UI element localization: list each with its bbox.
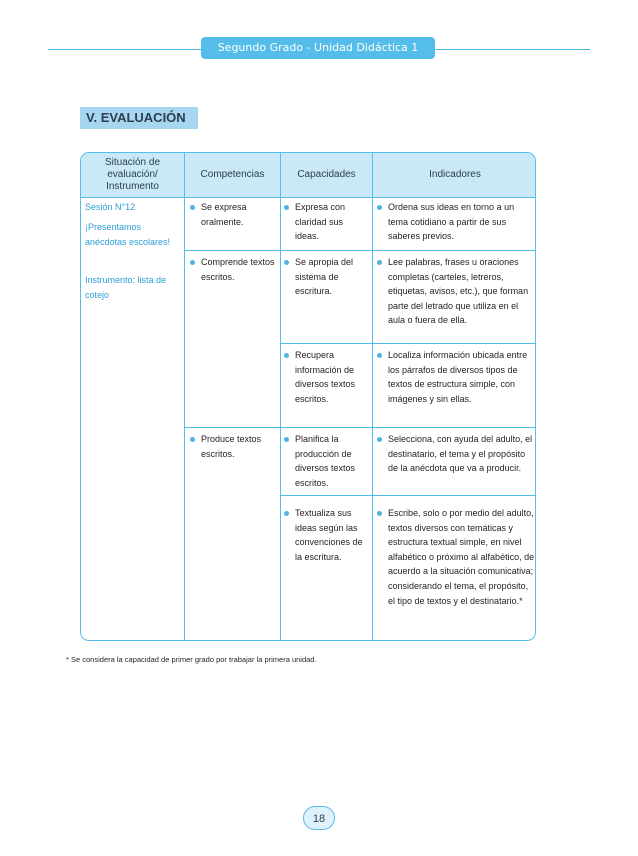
session-title: ¡Presentamos anécdotas escolares! bbox=[85, 222, 171, 247]
competencia-text: Comprende textos escritos. bbox=[201, 257, 275, 282]
capacidad-cell bbox=[282, 255, 369, 299]
competencia-cell bbox=[188, 200, 277, 229]
capacidad-text: Recupera información de diversos textos escritos. bbox=[295, 350, 356, 404]
bullet-icon bbox=[377, 437, 382, 442]
competencia-text: Produce textos escritos. bbox=[201, 434, 262, 459]
grid-line bbox=[184, 153, 185, 641]
bullet-icon bbox=[190, 205, 195, 210]
bullet-icon bbox=[190, 260, 195, 265]
grid-line bbox=[372, 153, 373, 641]
page-number: 18 bbox=[303, 806, 335, 830]
header-title: Segundo Grado - Unidad Didáctica 1 bbox=[201, 37, 435, 59]
competencia-text: Se expresa oralmente. bbox=[201, 202, 247, 227]
indicador-cell bbox=[375, 432, 535, 476]
bullet-icon bbox=[284, 205, 289, 210]
bullet-icon bbox=[377, 205, 382, 210]
indicador-cell bbox=[375, 200, 535, 244]
indicador-text: Escribe, solo o por medio del adulto, textos diversos con temáticas y estructura textual simple, en nivel alfabético o próximo al alfabético, de acuerdo a la situación comunicativa; considerando el tema, el propósito, el tipo de textos y el destinatario.* bbox=[388, 508, 535, 606]
competencia-cell bbox=[188, 255, 277, 284]
capacidad-text: Textualiza sus ideas según las convenciones de la escritura. bbox=[295, 508, 363, 562]
grid-line bbox=[280, 343, 536, 344]
indicador-text: Selecciona, con ayuda del adulto, el destinatario, el tema y el propósito de la anécdota que va a producir. bbox=[388, 434, 533, 474]
footnote: * Se considera la capacidad de primer grado por trabajar la primera unidad. bbox=[66, 655, 317, 664]
grid-line bbox=[280, 495, 536, 496]
bullet-icon bbox=[284, 260, 289, 265]
bullet-icon bbox=[190, 437, 195, 442]
competencia-cell bbox=[188, 432, 277, 461]
indicador-text: Ordena sus ideas en torno a un tema cotidiano a partir de sus saberes previos. bbox=[388, 202, 515, 242]
capacidad-text: Se apropia del sistema de escritura. bbox=[295, 257, 354, 297]
header-col-capacidades: Capacidades bbox=[297, 169, 356, 180]
header-col-situacion: Situación de evaluación/ Instrumento bbox=[104, 157, 161, 192]
session-number: Sesión N°12 bbox=[85, 202, 136, 212]
indicador-cell bbox=[375, 255, 535, 328]
table-header bbox=[81, 153, 536, 198]
indicador-cell bbox=[375, 506, 535, 608]
indicador-text: Localiza información ubicada entre los párrafos de diversos tipos de textos de estructura simple, con imágenes y sin ellas. bbox=[388, 350, 528, 404]
header-col-indicadores: Indicadores bbox=[429, 169, 481, 180]
bullet-icon bbox=[377, 260, 382, 265]
bullet-icon bbox=[284, 353, 289, 358]
grid-line bbox=[184, 427, 536, 428]
capacidad-text: Expresa con claridad sus ideas. bbox=[295, 202, 346, 242]
bullet-icon bbox=[377, 353, 382, 358]
section-title: V. EVALUACIÓN bbox=[80, 107, 198, 129]
capacidad-cell bbox=[282, 506, 369, 564]
capacidad-cell bbox=[282, 432, 369, 490]
indicador-text: Lee palabras, frases u oraciones completas (carteles, letreros, etiquetas, avisos, etc.), que forman parte del letrado que utiliza en el aula o fuera de ella. bbox=[388, 257, 529, 326]
grid-line bbox=[280, 153, 281, 641]
capacidad-text: Planifica la producción de diversos textos escritos. bbox=[295, 434, 356, 488]
grid-line bbox=[184, 250, 536, 251]
bullet-icon bbox=[377, 511, 382, 516]
capacidad-cell bbox=[282, 348, 369, 406]
capacidad-cell bbox=[282, 200, 369, 244]
indicador-cell bbox=[375, 348, 535, 406]
evaluation-table bbox=[80, 152, 536, 641]
bullet-icon bbox=[284, 437, 289, 442]
header-col-competencias: Competencias bbox=[200, 169, 265, 180]
bullet-icon bbox=[284, 511, 289, 516]
instrument-label: Instrumento: lista de cotejo bbox=[85, 275, 167, 300]
